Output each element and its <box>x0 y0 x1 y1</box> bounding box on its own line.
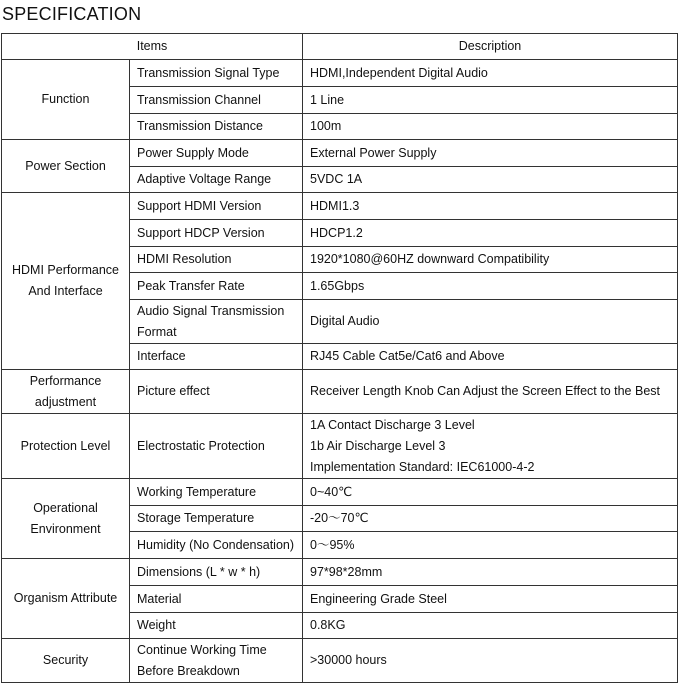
table-row <box>2 370 678 414</box>
group-name-line: And Interface <box>28 284 103 298</box>
table-row <box>2 60 678 87</box>
description-cell <box>303 506 678 532</box>
item-cell <box>130 479 303 506</box>
item-line: Support HDMI Version <box>137 198 262 213</box>
item-line: Material <box>137 591 182 606</box>
description-cell <box>303 220 678 247</box>
table-row <box>2 193 678 220</box>
item-line: Continue Working Time <box>137 642 267 657</box>
item-line: Weight <box>137 618 176 632</box>
description-column-header: Description <box>303 34 678 60</box>
item-cell <box>130 220 303 247</box>
description-line: 1b Air Discharge Level 3 <box>310 438 446 453</box>
item-line: Peak Transfer Rate <box>137 278 245 293</box>
group-name-cell <box>2 414 130 479</box>
item-line: Support HDCP Version <box>137 225 265 240</box>
group-name-cell <box>2 140 130 193</box>
item-line: Transmission Distance <box>137 119 263 133</box>
description-cell <box>303 586 678 613</box>
table-row <box>2 639 678 683</box>
item-line: Picture effect <box>137 384 210 398</box>
item-line: Interface <box>137 349 186 363</box>
description-cell <box>303 273 678 300</box>
group-name-line: Security <box>42 653 89 667</box>
group-name-line: HDMI Performance <box>12 263 119 277</box>
description-cell <box>303 479 678 506</box>
description-cell <box>303 532 678 559</box>
description-line: 97*98*28mm <box>310 564 383 579</box>
description-line: 1A Contact Discharge 3 Level <box>310 417 475 432</box>
description-line: 0～95% <box>310 537 355 552</box>
item-cell <box>130 247 303 273</box>
description-line: HDMI,Independent Digital Audio <box>310 65 488 80</box>
group-name-line: Organism Attribute <box>13 591 118 605</box>
group-name-line: adjustment <box>34 394 97 409</box>
description-line: HDMI1.3 <box>310 198 360 213</box>
group-name-line: Function <box>41 92 90 106</box>
item-line: Adaptive Voltage Range <box>137 172 272 186</box>
item-line: Storage Temperature <box>137 511 255 525</box>
description-line: Digital Audio <box>310 314 380 328</box>
description-cell <box>303 247 678 273</box>
description-cell <box>303 639 678 683</box>
group-name-line: Performance <box>29 373 102 388</box>
item-cell <box>130 559 303 586</box>
group-name-cell <box>2 193 130 370</box>
item-cell <box>130 114 303 140</box>
description-line: RJ45 Cable Cat5e/Cat6 and Above <box>310 349 505 363</box>
group-name-cell <box>2 370 130 414</box>
item-line: Before Breakdown <box>137 663 240 678</box>
group-name-cell <box>2 559 130 639</box>
group-name-cell <box>2 639 130 683</box>
description-cell <box>303 60 678 87</box>
group-name-line: Environment <box>30 521 101 536</box>
table-row <box>2 559 678 586</box>
description-cell <box>303 193 678 220</box>
specification-table <box>1 33 678 683</box>
description-cell <box>303 114 678 140</box>
table-row <box>2 479 678 506</box>
item-cell <box>130 586 303 613</box>
group-name-line: Operational <box>33 500 98 515</box>
table-row <box>2 414 678 479</box>
description-line: 1 Line <box>310 92 345 107</box>
description-line: Receiver Length Knob Can Adjust the Screen Effect to the Best <box>310 384 660 398</box>
item-cell <box>130 370 303 414</box>
item-cell <box>130 140 303 167</box>
description-line: HDCP1.2 <box>310 225 363 240</box>
description-line: -20～70℃ <box>310 511 369 525</box>
description-line: Implementation Standard: IEC61000-4-2 <box>310 459 535 474</box>
description-line: 0~40℃ <box>310 484 353 499</box>
item-cell <box>130 300 303 344</box>
item-cell <box>130 193 303 220</box>
item-line: Humidity (No Condensation) <box>137 537 295 552</box>
item-cell <box>130 414 303 479</box>
item-cell <box>130 60 303 87</box>
item-line: Power Supply Mode <box>137 145 249 160</box>
item-cell <box>130 506 303 532</box>
description-line: Engineering Grade Steel <box>310 591 447 606</box>
description-line: External Power Supply <box>310 145 437 160</box>
description-cell <box>303 559 678 586</box>
item-cell <box>130 87 303 114</box>
item-line: Transmission Signal Type <box>137 65 280 80</box>
description-line: >30000 hours <box>310 653 387 667</box>
items-column-header: Items <box>2 34 303 60</box>
description-cell <box>303 300 678 344</box>
description-line: 1.65Gbps <box>310 278 365 293</box>
description-line: 5VDC 1A <box>310 172 363 186</box>
table-body <box>2 60 678 683</box>
item-line: Dimensions (L * w * h) <box>137 564 261 579</box>
item-line: Audio Signal Transmission <box>137 303 285 318</box>
description-cell <box>303 140 678 167</box>
description-cell <box>303 167 678 193</box>
description-cell <box>303 370 678 414</box>
description-cell <box>303 344 678 370</box>
item-cell <box>130 613 303 639</box>
group-name-line: Power Section <box>25 158 106 173</box>
item-cell <box>130 273 303 300</box>
item-line: HDMI Resolution <box>137 252 232 266</box>
group-name-cell <box>2 479 130 559</box>
item-line: Format <box>137 324 177 339</box>
item-line: Electrostatic Protection <box>137 438 265 453</box>
item-cell <box>130 639 303 683</box>
description-line: 1920*1080@60HZ downward Compatibility <box>310 252 550 266</box>
group-name-cell <box>2 60 130 140</box>
item-cell <box>130 344 303 370</box>
group-name-line: Protection Level <box>20 438 111 453</box>
table-row <box>2 140 678 167</box>
item-cell <box>130 532 303 559</box>
page-title: SPECIFICATION <box>2 4 142 24</box>
item-cell <box>130 167 303 193</box>
item-line: Working Temperature <box>137 484 257 499</box>
description-cell <box>303 613 678 639</box>
table-header-row <box>2 34 678 60</box>
item-line: Transmission Channel <box>137 92 261 107</box>
description-cell <box>303 87 678 114</box>
description-line: 100m <box>310 119 342 133</box>
description-cell <box>303 414 678 479</box>
description-line: 0.8KG <box>310 618 346 632</box>
